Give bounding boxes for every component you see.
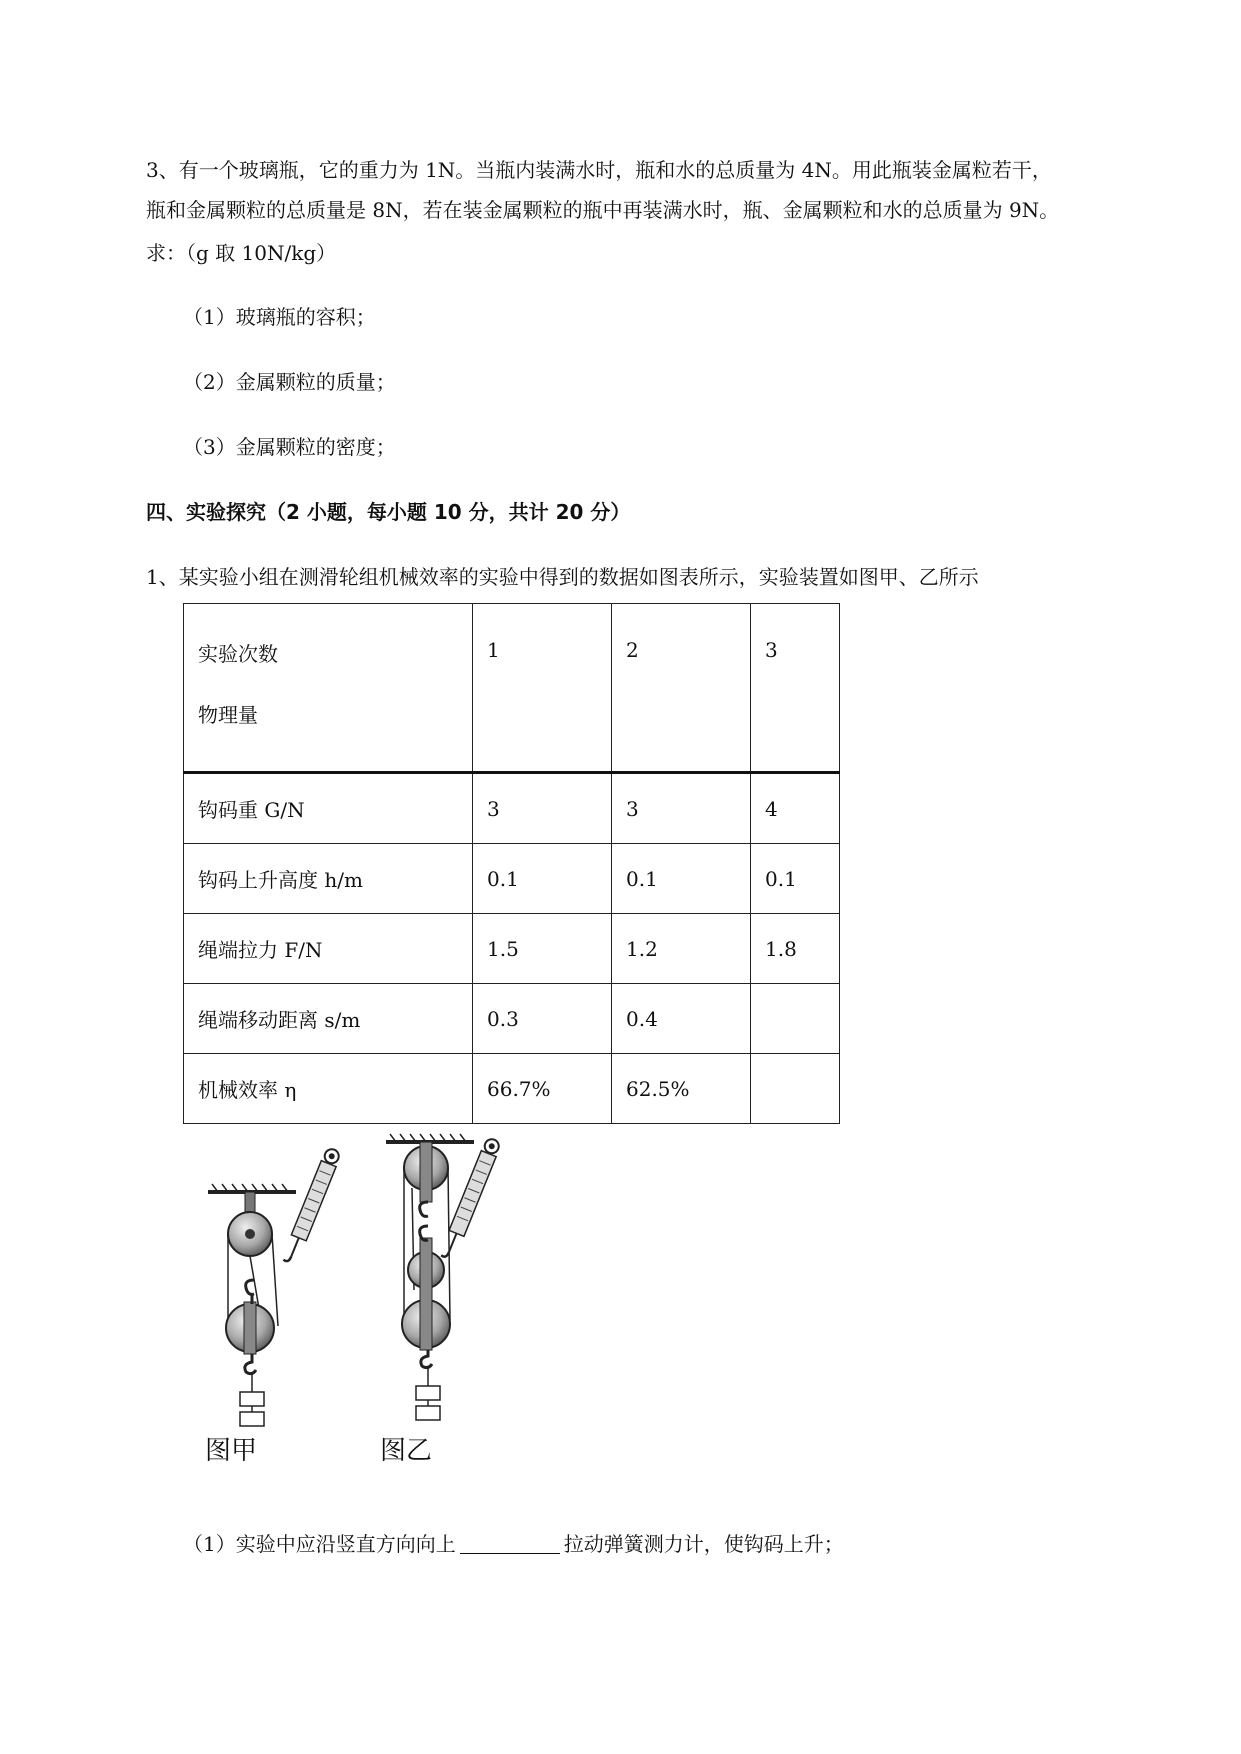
cell: 1.2 bbox=[612, 914, 751, 984]
cell: 0.3 bbox=[473, 984, 612, 1054]
table-row bbox=[184, 984, 840, 1054]
cell: 0.1 bbox=[473, 844, 612, 914]
row-label: 钩码上升高度 h/m bbox=[184, 844, 473, 914]
cell: 0.4 bbox=[612, 984, 751, 1054]
cell: 0.1 bbox=[751, 844, 840, 914]
row-label: 钩码重 G/N bbox=[184, 773, 473, 844]
row-label: 机械效率 η bbox=[184, 1054, 473, 1124]
q4-sub1-before: （1）实验中应沿竖直方向向上 bbox=[183, 1532, 456, 1556]
pulley-system-b bbox=[386, 1134, 500, 1420]
q3-sub2: （2）金属颗粒的质量； bbox=[183, 370, 396, 394]
header-bottom: 物理量 bbox=[198, 703, 258, 727]
cell: 66.7% bbox=[473, 1054, 612, 1124]
row-label: 绳端拉力 F/N bbox=[184, 914, 473, 984]
answer-blank[interactable] bbox=[460, 1533, 560, 1554]
cell: 1.8 bbox=[751, 914, 840, 984]
q3-sub3: （3）金属颗粒的密度； bbox=[183, 435, 396, 459]
cell: 3 bbox=[612, 773, 751, 844]
cell bbox=[751, 1054, 840, 1124]
table-row bbox=[184, 1054, 840, 1124]
spring-scale-a bbox=[281, 1147, 341, 1266]
header-cell bbox=[184, 604, 473, 773]
table-header-row bbox=[184, 604, 840, 773]
row-label: 绳端移动距离 s/m bbox=[184, 984, 473, 1054]
col-2-header: 2 bbox=[612, 604, 751, 773]
cell: 0.1 bbox=[612, 844, 751, 914]
col-1-header: 1 bbox=[473, 604, 612, 773]
figure-a-label: 图甲 bbox=[205, 1436, 258, 1466]
cell bbox=[751, 984, 840, 1054]
table-row bbox=[184, 773, 840, 844]
section-title: 四、实验探究（2 小题，每小题 10 分，共计 20 分） bbox=[146, 500, 631, 524]
data-table bbox=[183, 603, 840, 1124]
table-row bbox=[184, 914, 840, 984]
header-top: 实验次数 bbox=[198, 642, 278, 666]
pulley-figures bbox=[200, 1130, 500, 1470]
cell: 3 bbox=[473, 773, 612, 844]
q3-line1: 3、有一个玻璃瓶，它的重力为 1N。当瓶内装满水时，瓶和水的总质量为 4N。用此瓶装金属粒若干， bbox=[146, 158, 1052, 182]
q3-sub1: （1）玻璃瓶的容积； bbox=[183, 305, 376, 329]
q3-line3: 求：（g 取 10N/kg） bbox=[146, 241, 337, 265]
col-3-header: 3 bbox=[751, 604, 840, 773]
q4-sub1-after: 拉动弹簧测力计，使钩码上升； bbox=[563, 1532, 844, 1556]
cell: 62.5% bbox=[612, 1054, 751, 1124]
table-row bbox=[184, 844, 840, 914]
cell: 4 bbox=[751, 773, 840, 844]
q3-line2: 瓶和金属颗粒的总质量是 8N，若在装金属颗粒的瓶中再装满水时，瓶、金属颗粒和水的总质量为 9N。 bbox=[146, 198, 1060, 222]
pulley-system-a bbox=[208, 1147, 342, 1426]
cell: 1.5 bbox=[473, 914, 612, 984]
figure-b-label: 图乙 bbox=[380, 1436, 433, 1466]
q4-intro: 1、某实验小组在测滑轮组机械效率的实验中得到的数据如图表所示，实验装置如图甲、乙所示 bbox=[146, 565, 979, 589]
q4-sub1 bbox=[183, 1533, 844, 1554]
